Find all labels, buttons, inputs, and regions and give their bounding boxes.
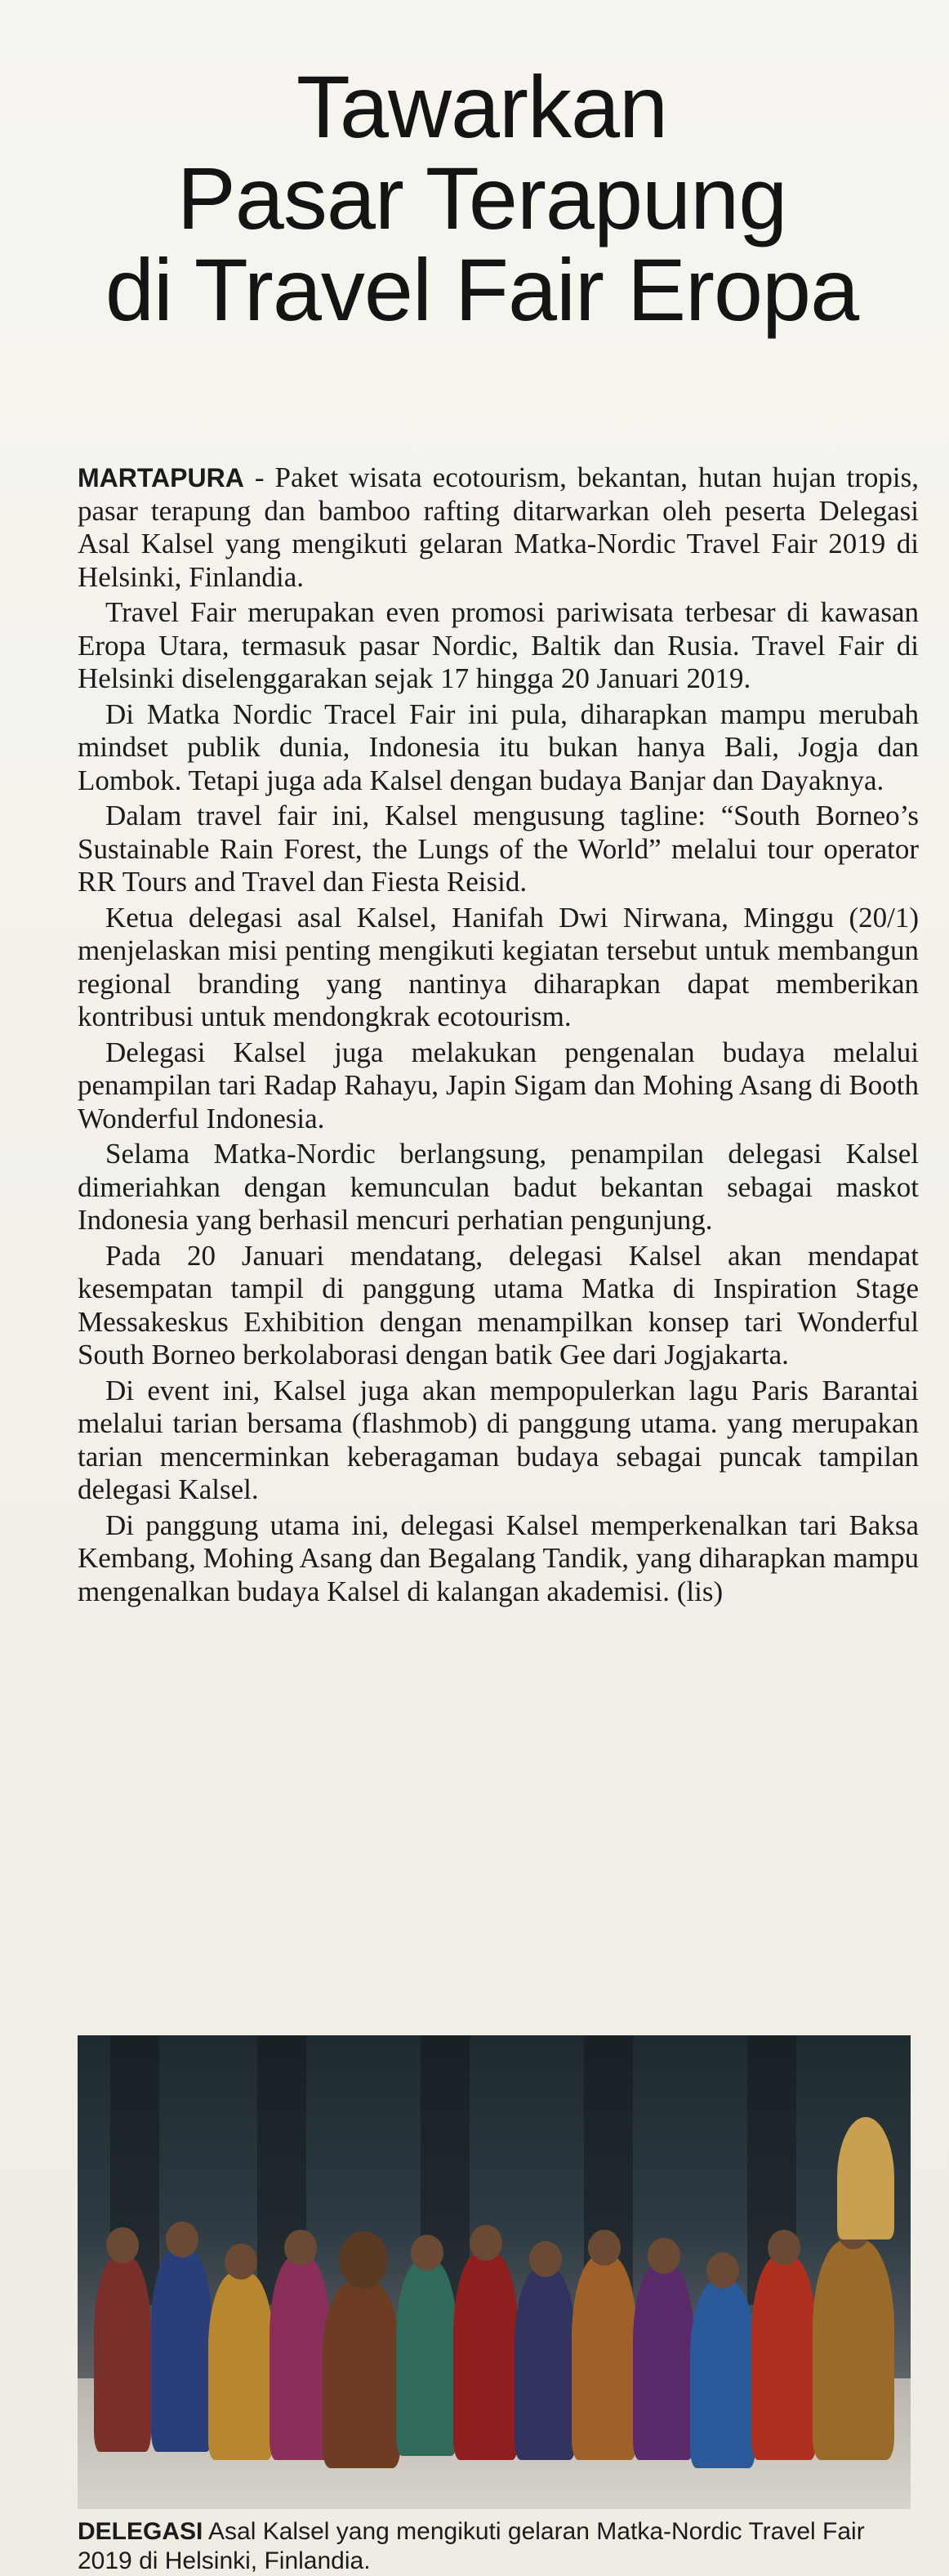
headline-line-1: Tawarkan bbox=[296, 57, 668, 156]
delegation-group-photo bbox=[78, 2035, 911, 2509]
dateline: MARTAPURA bbox=[78, 463, 244, 492]
headline-line-3: di Travel Fair Eropa bbox=[105, 240, 859, 339]
headline-line-2: Pasar Terapung bbox=[176, 149, 787, 247]
paragraph: Di event ini, Kalsel juga akan mempopulerkan lagu Paris Barantai melalui tarian bersama (flashmob) di panggung utama. yang merupakan tarian mencerminkan keberagaman budaya sebagai puncak tampilan delegasi Kalsel. bbox=[78, 1374, 919, 1505]
paragraph: Pada 20 Januari mendatang, delegasi Kalsel akan mendapat kesempatan tampil di panggung utama Matka di Inspiration Stage Messakeskus Exhibition dengan menampilkan konsep tari Wonderful South Borneo berkolaborasi dengan batik Gee dari Jogjakarta. bbox=[78, 1239, 919, 1370]
paragraph: Di panggung utama ini, delegasi Kalsel memperkenalkan tari Baksa Kembang, Mohing Asang dan Begalang Tandik, yang diharapkan mampu mengenalkan budaya Kalsel di kalangan akademisi. (lis) bbox=[78, 1509, 919, 1607]
article-body bbox=[78, 461, 919, 1611]
photo-caption bbox=[78, 2517, 919, 2576]
lead-text: - Paket wisata ecotourism, bekantan, hutan hujan tropis, pasar terapung dan bamboo rafting ditarwarkan oleh peserta Delegasi Asal Kalsel yang mengikuti gelaran Matka-Nordic Travel Fair 2019 di Helsinki, Finlandia. bbox=[78, 461, 919, 593]
paragraph: Di Matka Nordic Tracel Fair ini pula, diharapkan mampu merubah mindset publik dunia, Indonesia itu bukan hanya Bali, Jogja dan Lombok. Tetapi juga ada Kalsel dengan budaya Banjar dan Dayaknya. bbox=[78, 697, 919, 796]
caption-text: Asal Kalsel yang mengikuti gelaran Matka-Nordic Travel Fair 2019 di Helsinki, Finlandia. bbox=[78, 2518, 865, 2574]
paragraph: Travel Fair merupakan even promosi pariwisata terbesar di kawasan Eropa Utara, termasuk pasar Nordic, Baltik dan Rusia. Travel Fair di Helsinki diselenggarakan sejak 17 hingga 20 Januari 2019. bbox=[78, 596, 919, 694]
paragraph: Ketua delegasi asal Kalsel, Hanifah Dwi Nirwana, Minggu (20/1) menjelaskan misi penting mengikuti kegiatan tersebut untuk membangun regional branding yang nantinya diharapkan dapat memberikan kontribusi untuk mendongkrak ecotourism. bbox=[78, 901, 919, 1032]
paragraph: Delegasi Kalsel juga melakukan pengenalan budaya melalui penampilan tari Radap Rahayu, Japin Sigam dan Mohing Asang di Booth Wonderful Indonesia. bbox=[78, 1036, 919, 1134]
paragraph: Dalam travel fair ini, Kalsel mengusung tagline: “South Borneo’s Sustainable Rain Forest, the Lungs of the World” melalui tour operator RR Tours and Travel dan Fiesta Reisid. bbox=[78, 800, 919, 898]
caption-label: DELEGASI bbox=[78, 2518, 203, 2545]
article-headline bbox=[49, 57, 915, 339]
lead-paragraph bbox=[78, 461, 919, 594]
paragraph: Selama Matka-Nordic berlangsung, penampilan delegasi Kalsel dimeriahkan dengan kemunculan badut bekantan sebagai maskot Indonesia yang berhasil mencuri perhatian pengunjung. bbox=[78, 1138, 919, 1236]
